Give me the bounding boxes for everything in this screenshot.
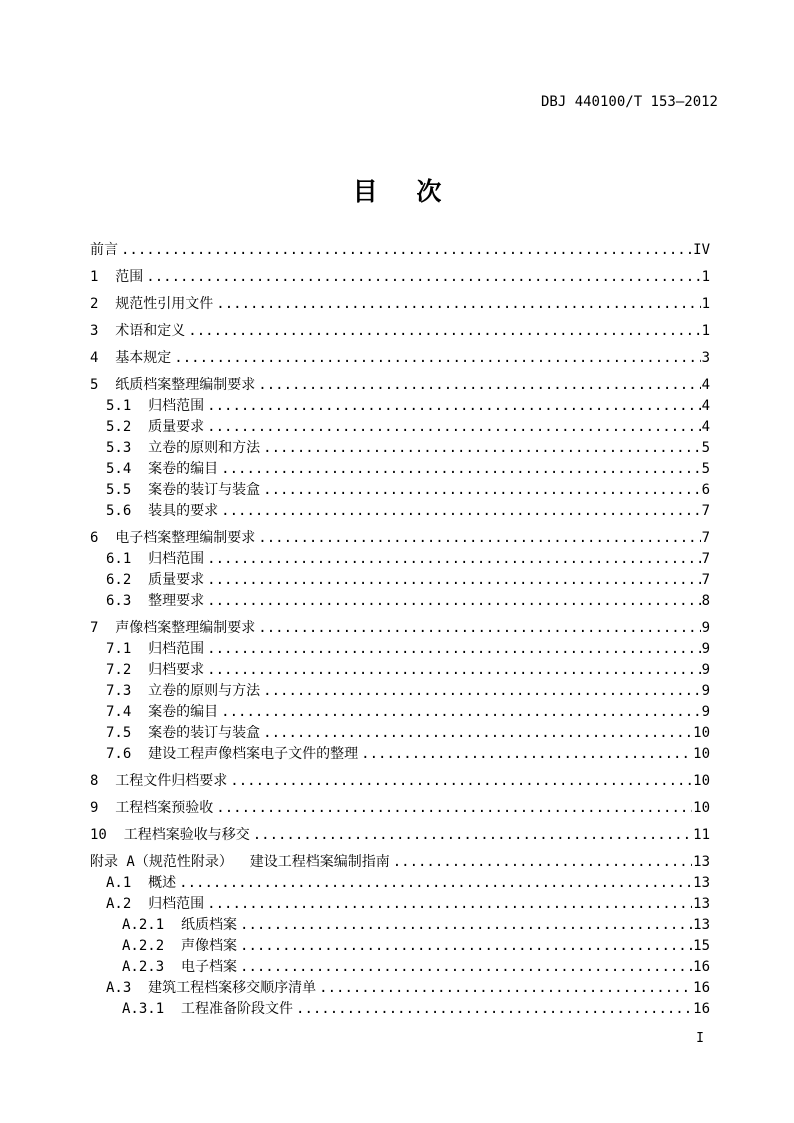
toc-leader-dots [221,702,700,723]
toc-entry-label: 5.4 案卷的编目 [106,461,219,477]
toc-leader-dots [253,825,692,846]
toc-entry-page: 1 [701,323,710,339]
toc-entry-page: 3 [701,350,710,366]
toc-leader-dots [207,639,700,660]
toc-entry-label: A.3.1 工程准备阶段文件 [122,1001,294,1017]
toc-leader-dots [146,267,700,288]
toc-leader-dots [207,894,692,915]
toc-entry-page: 10 [693,773,710,789]
toc-entry-label: A.2.3 电子档案 [122,959,238,975]
toc-entry-label: 6.1 归档范围 [106,551,205,567]
toc-entry-label: 3 术语和定义 [90,323,186,339]
toc-entry [90,660,710,681]
toc-entry [90,375,710,396]
toc-entry [90,681,710,702]
toc-entry-page: 7 [701,572,710,588]
toc-entry [90,294,710,315]
page-number: I [696,1031,704,1046]
toc-entry [90,798,710,819]
toc-entry-page: 8 [701,593,710,609]
toc-entry [90,570,710,591]
toc-entry-label: 5.2 质量要求 [106,419,205,435]
toc-entry-page: 13 [693,917,710,933]
toc-entry-label: 7.4 案卷的编目 [106,704,219,720]
toc-entry [90,501,710,522]
toc-entry-page: 10 [693,725,710,741]
toc-entry-label: 6.2 质量要求 [106,572,205,588]
toc-entry-label: 7.3 立卷的原则与方法 [106,683,261,699]
toc-leader-dots [179,873,692,894]
toc-leader-dots [121,240,692,261]
toc-entry-page: 1 [701,296,710,312]
toc-leader-dots [207,396,700,417]
toc-entry [90,591,710,612]
toc-leader-dots [207,549,700,570]
toc-entry [90,915,710,936]
toc-entry-label: 9 工程档案预验收 [90,800,214,816]
toc-entry-page: 13 [693,875,710,891]
toc-entry-page: 7 [701,503,710,519]
toc-entry [90,348,710,369]
toc-entry-page: 4 [701,419,710,435]
toc-entry-page: 9 [701,620,710,636]
toc-leader-dots [174,348,700,369]
toc-entry-page: 9 [701,662,710,678]
toc-entry-page: 10 [693,800,710,816]
toc-leader-dots [216,798,692,819]
toc-leader-dots [258,618,700,639]
toc-entry-page: 11 [693,827,710,843]
toc-entry [90,825,710,846]
toc-leader-dots [263,681,700,702]
toc-entry-label: 5.5 案卷的装订与装盒 [106,482,261,498]
toc-entry-page: IV [693,242,710,258]
toc-entry [90,936,710,957]
toc-entry [90,957,710,978]
toc-entry [90,549,710,570]
toc-entry-label: 7.5 案卷的装订与装盒 [106,725,261,741]
toc-entry-page: 4 [701,398,710,414]
toc-entry-label: 6 电子档案整理编制要求 [90,530,256,546]
toc-entry-page: 4 [701,377,710,393]
toc-leader-dots [240,915,692,936]
toc-entry-page: 13 [693,854,710,870]
toc-entry-label: 1 范围 [90,269,144,285]
toc-entry [90,438,710,459]
toc-entry [90,396,710,417]
toc-leader-dots [207,660,700,681]
toc-leader-dots [258,528,700,549]
toc-entry [90,978,710,999]
toc-entry [90,240,710,261]
toc-leader-dots [207,570,700,591]
toc-leader-dots [221,459,700,480]
toc-entry-page: 9 [701,641,710,657]
toc-leader-dots [393,852,692,873]
toc-entry-page: 9 [701,683,710,699]
toc-leader-dots [319,978,692,999]
toc-leader-dots [221,501,700,522]
toc-entry-page: 5 [701,440,710,456]
toc-entry-page: 1 [701,269,710,285]
toc-entry-label: 5 纸质档案整理编制要求 [90,377,256,393]
toc-entry-page: 7 [701,530,710,546]
toc-entry-label: 7.6 建设工程声像档案电子文件的整理 [106,746,359,762]
toc-entry-label: 6.3 整理要求 [106,593,205,609]
toc-entry-page: 6 [701,482,710,498]
toc-leader-dots [258,375,700,396]
toc-entry [90,852,710,873]
toc-leader-dots [216,294,700,315]
toc-leader-dots [188,321,700,342]
toc-leader-dots [230,771,692,792]
toc-entry [90,744,710,765]
toc-entry-page: 16 [693,959,710,975]
toc-leader-dots [263,480,700,501]
toc-leader-dots [296,999,692,1020]
toc-entry-label: 附录 A（规范性附录） 建设工程档案编制指南 [90,854,390,870]
toc-entry [90,771,710,792]
toc-entry [90,321,710,342]
toc-entry-label: A.1 概述 [106,875,177,891]
toc-entry-label: 5.3 立卷的原则和方法 [106,440,261,456]
toc-entry [90,417,710,438]
toc-entry-label: 7 声像档案整理编制要求 [90,620,256,636]
toc-leader-dots [207,417,700,438]
toc-list [90,234,710,1020]
toc-title: 目 次 [352,177,442,206]
toc-entry-page: 15 [693,938,710,954]
toc-entry-label: A.2.1 纸质档案 [122,917,238,933]
toc-entry-label: 7.1 归档范围 [106,641,205,657]
toc-entry-label: A.2.2 声像档案 [122,938,238,954]
toc-entry [90,618,710,639]
toc-entry-label: 10 工程档案验收与移交 [90,827,250,843]
toc-entry [90,723,710,744]
toc-entry [90,480,710,501]
toc-entry-label: A.3 建筑工程档案移交顺序清单 [106,980,317,996]
toc-leader-dots [361,744,692,765]
toc-entry [90,639,710,660]
toc-entry-label: 5.6 装具的要求 [106,503,219,519]
toc-entry-label: 7.2 归档要求 [106,662,205,678]
toc-entry-label: A.2 归档范围 [106,896,205,912]
toc-entry-label: 8 工程文件归档要求 [90,773,228,789]
toc-entry [90,267,710,288]
toc-entry-label: 2 规范性引用文件 [90,296,214,312]
toc-entry [90,894,710,915]
toc-entry-label: 前言 [90,242,118,258]
toc-leader-dots [240,936,692,957]
toc-leader-dots [207,591,700,612]
toc-entry [90,702,710,723]
toc-entry-page: 9 [701,704,710,720]
toc-entry-label: 4 基本规定 [90,350,172,366]
toc-entry-label: 5.1 归档范围 [106,398,205,414]
toc-entry-page: 16 [693,1001,710,1017]
toc-leader-dots [263,723,692,744]
toc-entry-page: 7 [701,551,710,567]
toc-entry-page: 10 [693,746,710,762]
toc-leader-dots [240,957,692,978]
toc-entry-page: 13 [693,896,710,912]
toc-entry-page: 16 [693,980,710,996]
document-code: DBJ 440100/T 153—2012 [540,94,718,110]
toc-entry [90,459,710,480]
toc-entry-page: 5 [701,461,710,477]
toc-entry [90,873,710,894]
toc-leader-dots [263,438,700,459]
toc-entry [90,999,710,1020]
toc-entry [90,528,710,549]
